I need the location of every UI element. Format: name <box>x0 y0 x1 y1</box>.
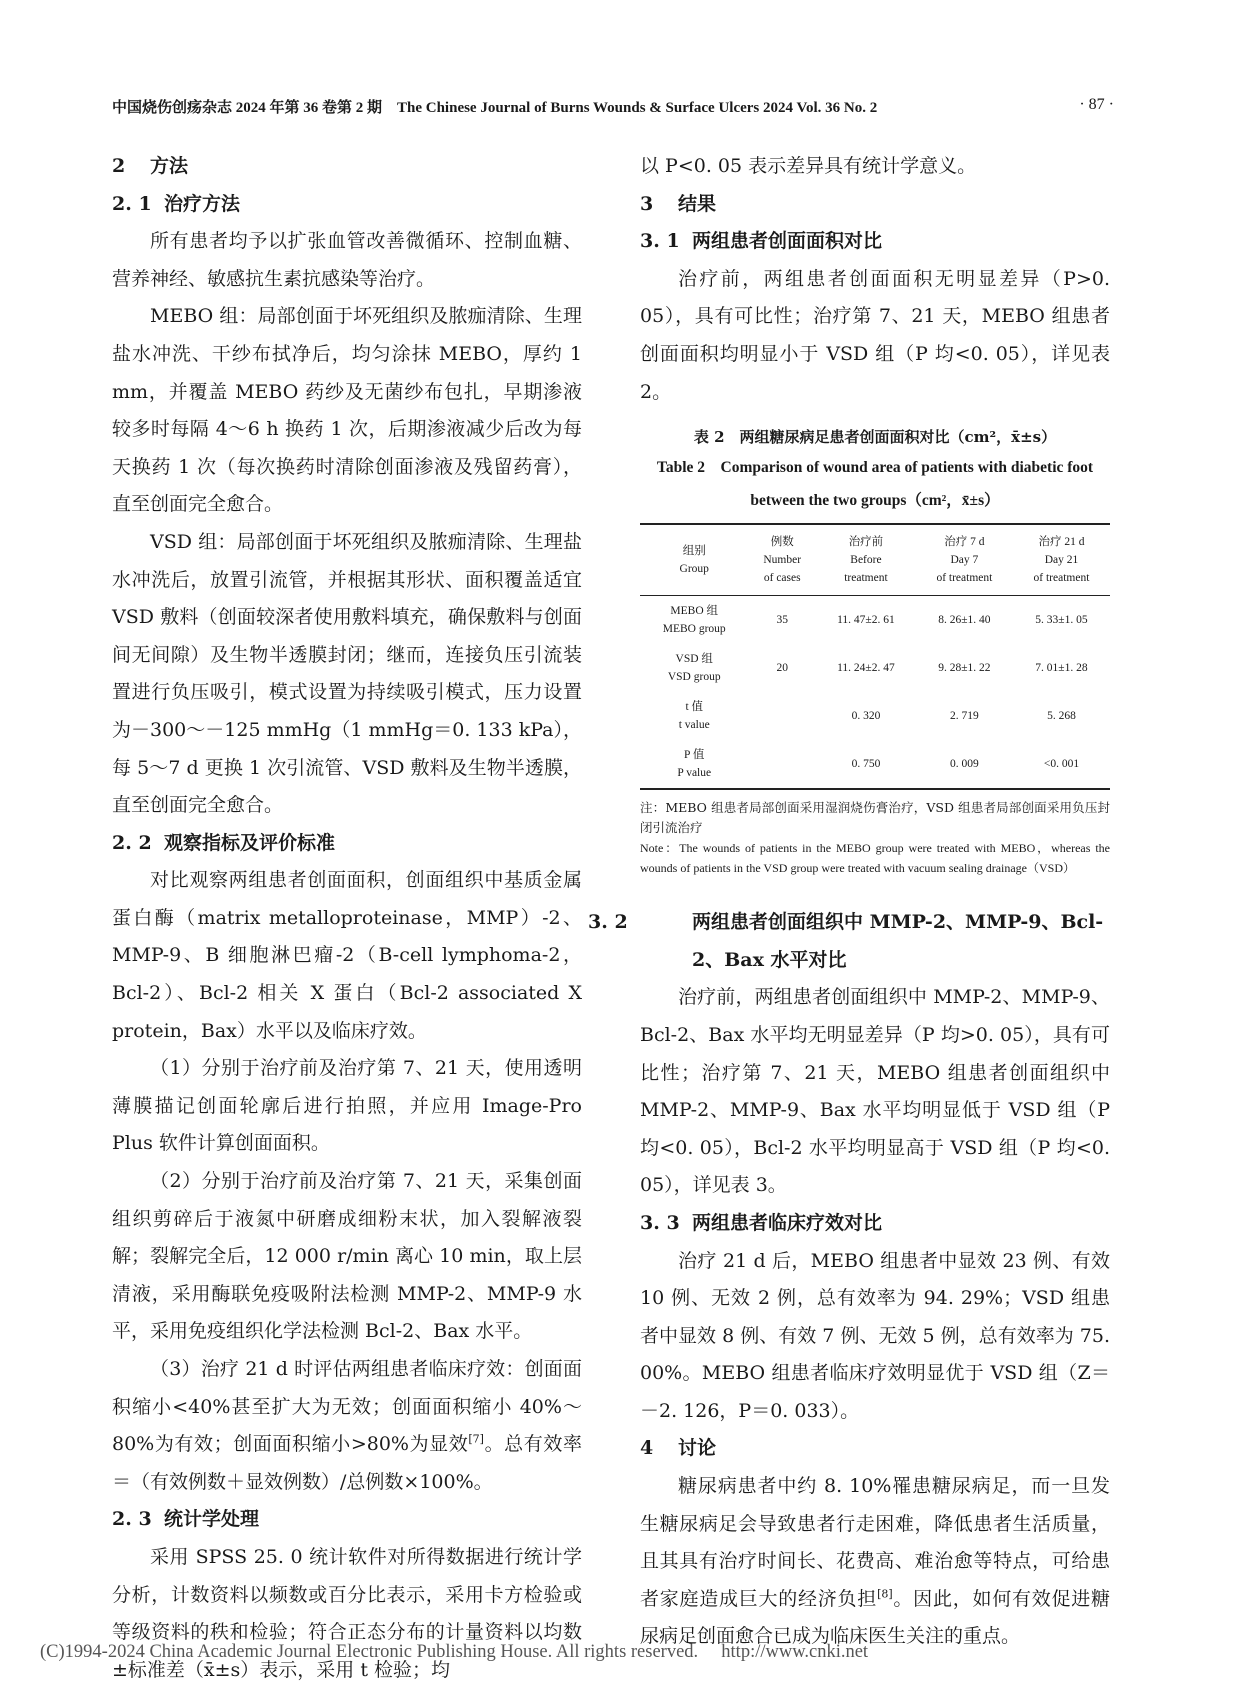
row-label: MEBO 组 MEBO group <box>662 605 726 636</box>
column-header: 组别 Group <box>679 545 709 576</box>
column-header: 治疗前 Before treatment <box>844 536 888 585</box>
running-header <box>112 96 1114 117</box>
table-cell: 7. 01±1. 28 <box>1035 662 1088 675</box>
left-column <box>112 148 582 1689</box>
journal-citation: 中国烧伤创疡杂志 2024 年第 36 卷第 2 期 The Chinese Journal of Burns Wounds & Surface Ulcers 2024 Vol. 36 No. 2 <box>112 100 878 116</box>
column-header: 治疗 7 d Day 7 of treatment <box>936 536 993 585</box>
subsection-heading: 2. 3 统计学处理 <box>112 1508 260 1531</box>
row-label: P 值 P value <box>677 749 712 780</box>
paragraph: 采用 SPSS 25. 0 统计软件对所得数据进行统计学分析，计数资料以频数或百分比表示，采用卡方检验或等级资料的秩和检验；符合正态分布的计量资料以均数±标准差（x̄±s）表示，采用 t 检验；均 <box>112 1545 582 1681</box>
subsection-heading: 3. 2 两组患者创面组织中 MMP-2、MMP-9、Bcl-2、Bax 水平对比 <box>588 911 1104 971</box>
table-cell: 11. 24±2. 47 <box>837 662 895 675</box>
page-number: · 87 · <box>1079 96 1114 113</box>
table-cell: 35 <box>776 614 788 627</box>
table-note-cn: 注：MEBO 组患者局部创面采用湿润烧伤膏治疗，VSD 组患者局部创面采用负压封闭引流治疗 <box>640 800 1110 836</box>
table-row <box>640 596 1110 645</box>
table-cell: 0. 009 <box>950 758 979 771</box>
citation-ref[interactable]: [7] <box>468 1432 484 1446</box>
paragraph: 以 P<0. 05 表示差异具有统计学意义。 <box>640 155 977 177</box>
table-cell: 5. 33±1. 05 <box>1035 614 1088 627</box>
subsection-heading: 2. 1 治疗方法 <box>112 192 241 215</box>
subsection-heading: 3. 1 两组患者创面面积对比 <box>640 230 883 253</box>
table-cell: 2. 719 <box>950 710 979 723</box>
paragraph: 所有患者均予以扩张血管改善微循环、控制血糖、营养神经、敏感抗生素抗感染等治疗。 <box>112 230 582 290</box>
paragraph: （3）治疗 21 d 时评估两组患者临床疗效：创面面积缩小<40%甚至扩大为无效；创面面积缩小 40%～80%为有效；创面面积缩小>80%为显效[7]。总有效率＝（有效例数＋显效例数）/总例数×100%。 <box>112 1358 582 1493</box>
table-cell: 9. 28±1. 22 <box>938 662 991 675</box>
table-cell: <0. 001 <box>1043 758 1080 771</box>
column-header: 治疗 21 d Day 21 of treatment <box>1033 536 1090 585</box>
section-heading: 4 讨论 <box>640 1437 717 1460</box>
wound-area-table <box>640 523 1110 790</box>
table-cell: 5. 268 <box>1047 710 1076 723</box>
paragraph: （1）分别于治疗前及治疗第 7、21 天，使用透明薄膜描记创面轮廓后进行拍照，并应用 Image-Pro Plus 软件计算创面面积。 <box>112 1057 582 1155</box>
table-cell: 0. 320 <box>851 710 881 723</box>
table-row <box>640 644 1110 692</box>
table-cell: 11. 47±2. 61 <box>837 614 895 627</box>
citation-ref[interactable]: [8] <box>877 1587 893 1601</box>
table-caption-en: Table 2 Comparison of wound area of patients with diabetic foot between the two groups（cm²，x̄±s） <box>656 459 1094 510</box>
section-heading: 2 方法 <box>112 155 189 177</box>
paragraph: MEBO 组：局部创面于坏死组织及脓痂清除、生理盐水冲洗、干纱布拭净后，均匀涂抹 MEBO，厚约 1 mm，并覆盖 MEBO 药纱及无菌纱布包扎，早期渗液较多时每隔 4～6 h 换药 1 次，后期渗液减少后改为每天换药 1 次（每次换药时清除创面渗液及残留药膏），直至创面完全愈合。 <box>112 305 582 516</box>
table-cell <box>748 740 816 789</box>
paragraph: 糖尿病患者中约 8. 10%罹患糖尿病足，而一旦发生糖尿病足会导致患者行走困难，降低患者生活质量，且其具有治疗时间长、花费高、难治愈等特点，可给患者家庭造成巨大的经济负担[8]。因此，如何有效促进糖尿病足创面愈合已成为临床医生关注的重点。 <box>640 1475 1110 1648</box>
table-row <box>640 692 1110 740</box>
table-cell: 8. 26±1. 40 <box>938 614 991 627</box>
paragraph: 对比观察两组患者创面面积，创面组织中基质金属蛋白酶（matrix metalloproteinase，MMP）-2、MMP-9、B 细胞淋巴瘤-2（B-cell lymphoma-2，Bcl-2）、Bcl-2 相关 X 蛋白（Bcl-2 associated X protein，Bax）水平以及临床疗效。 <box>112 869 582 1042</box>
table-cell: 20 <box>776 662 788 675</box>
table-cell: 0. 750 <box>851 758 881 771</box>
paragraph: 治疗前，两组患者创面面积无明显差异（P>0. 05），具有可比性；治疗第 7、21 天，MEBO 组患者创面面积均明显小于 VSD 组（P 均<0. 05），详见表 2。 <box>640 267 1110 403</box>
paragraph: （2）分别于治疗前及治疗第 7、21 天，采集创面组织剪碎后于液氮中研磨成细粉末状，加入裂解液裂解；裂解完全后，12 000 r/min 离心 10 min，取上层清液，采用酶联免疫吸附法检测 MMP-2、MMP-9 水平，采用免疫组织化学法检测 Bcl-2、Bax 水平。 <box>112 1170 582 1343</box>
row-label: VSD 组 VSD group <box>667 653 721 684</box>
paragraph: VSD 组：局部创面于坏死组织及脓痂清除、生理盐水冲洗后，放置引流管，并根据其形状、面积覆盖适宜 VSD 敷料（创面较深者使用敷料填充，确保敷料与创面间无间隙）及生物半透膜封闭；继而，连接负压引流装置进行负压吸引，模式设置为持续吸引模式，压力设置为－300～－125 mmHg（1 mmHg＝0. 133 kPa），每 5～7 d 更换 1 次引流管、VSD 敷料及生物半透膜，直至创面完全愈合。 <box>112 530 582 817</box>
paragraph: 治疗 21 d 后，MEBO 组患者中显效 23 例、有效 10 例、无效 2 例，总有效率为 94. 29%；VSD 组患者中显效 8 例、有效 7 例、无效 5 例，总有效率为 75. 00%。MEBO 组患者临床疗效明显优于 VSD 组（Z＝－2. 126，P＝0. 033）。 <box>640 1249 1110 1422</box>
right-column <box>588 148 1110 1656</box>
table-cell <box>748 692 816 740</box>
table-header-row <box>640 524 1110 596</box>
subsection-heading: 2. 2 观察指标及评价标准 <box>112 831 336 854</box>
paragraph: 治疗前，两组患者创面组织中 MMP-2、MMP-9、Bcl-2、Bax 水平均无明显差异（P 均>0. 05），具有可比性；治疗第 7、21 天，MEBO 组患者创面组织中 MMP-2、MMP-9、Bax 水平均明显低于 VSD 组（P 均<0. 05），Bcl-2 水平均明显高于 VSD 组（P 均<0. 05），详见表 3。 <box>640 986 1110 1197</box>
copyright-footer: (C)1994-2024 China Academic Journal Electronic Publishing House. All rights reserved. http://www.cnki.net <box>40 1642 869 1662</box>
row-label: t 值 t value <box>678 701 710 732</box>
table-row <box>640 740 1110 789</box>
table-note-en: Note：The wounds of patients in the MEBO group were treated with MEBO，whereas the wounds of patients in the VSD group were treated with vacuum sealing drainage（VSD） <box>640 841 1110 876</box>
column-header: 例数 Number of cases <box>763 536 802 585</box>
section-heading: 3 结果 <box>640 192 717 215</box>
table-caption-cn: 表 2 两组糖尿病足患者创面面积对比（cm²，x̄±s） <box>693 428 1057 447</box>
subsection-heading: 3. 3 两组患者临床疗效对比 <box>640 1211 883 1234</box>
